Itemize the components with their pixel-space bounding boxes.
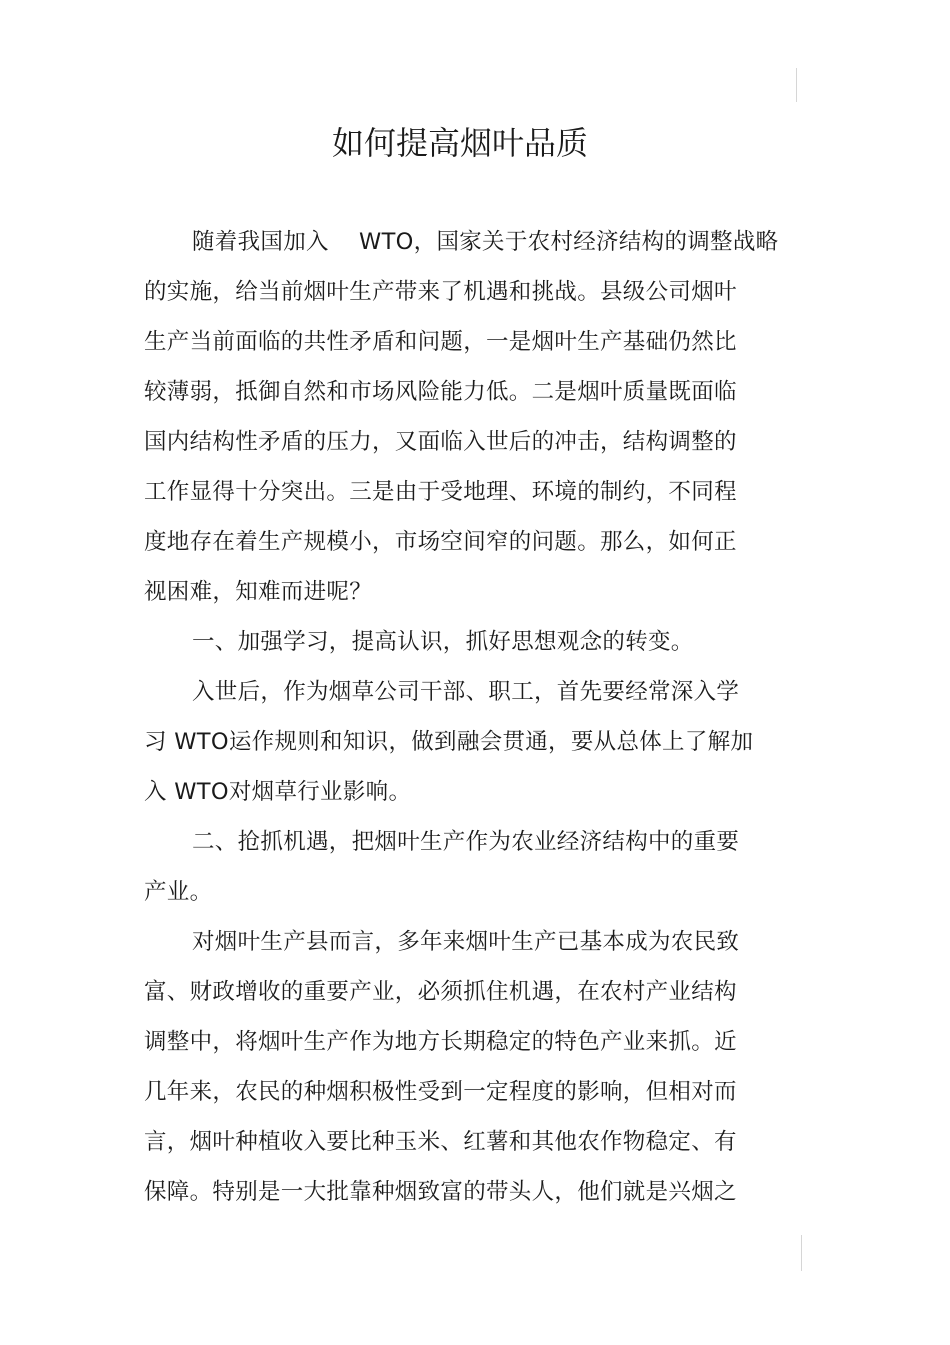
text-line: 言，烟叶种植收入要比种玉米、红薯和其他农作物稳定、有	[144, 1129, 737, 1155]
text-line: 产业。	[144, 879, 213, 905]
text-line: 的实施，给当前烟叶生产带来了机遇和挑战。县级公司烟叶	[144, 279, 737, 305]
text-line: 较薄弱，抵御自然和市场风险能力低。二是烟叶质量既面临	[144, 379, 737, 405]
text-line: 几年来，农民的种烟积极性受到一定程度的影响，但相对而	[144, 1079, 737, 1105]
text-line: 入世后，作为烟草公司干部、职工，首先要经常深入学	[192, 679, 740, 705]
margin-mark-top	[796, 68, 797, 102]
document-body	[144, 217, 784, 1217]
text-line: 视困难，知难而进呢？	[144, 579, 373, 605]
text-line: 随着我国加入 WTO，国家关于农村经济结构的调整战略	[192, 229, 779, 255]
text-line: 调整中，将烟叶生产作为地方长期稳定的特色产业来抓。近	[144, 1029, 737, 1055]
text-line: 度地存在着生产规模小，市场空间窄的问题。那么，如何正	[144, 529, 737, 555]
page-title: 如何提高烟叶品质	[331, 124, 588, 162]
text-line: 生产当前面临的共性矛盾和问题，一是烟叶生产基础仍然比	[144, 329, 737, 355]
text-line: 国内结构性矛盾的压力，又面临入世后的冲击，结构调整的	[144, 429, 737, 455]
text-line: 习 WTO运作规则和知识，做到融会贯通，要从总体上了解加	[144, 729, 754, 755]
text-line: 工作显得十分突出。三是由于受地理、环境的制约，不同程	[144, 479, 737, 505]
margin-mark-bottom	[801, 1235, 802, 1271]
text-line: 对烟叶生产县而言，多年来烟叶生产已基本成为农民致	[192, 929, 740, 955]
text-line: 入 WTO对烟草行业影响。	[144, 779, 412, 805]
text-line: 富、财政增收的重要产业，必须抓住机遇，在农村产业结构	[144, 979, 737, 1005]
text-line: 二、抢抓机遇，把烟叶生产作为农业经济结构中的重要	[192, 829, 740, 855]
text-line: 保障。特别是一大批靠种烟致富的带头人，他们就是兴烟之	[144, 1179, 737, 1205]
text-line: 一、加强学习，提高认识，抓好思想观念的转变。	[192, 629, 694, 655]
